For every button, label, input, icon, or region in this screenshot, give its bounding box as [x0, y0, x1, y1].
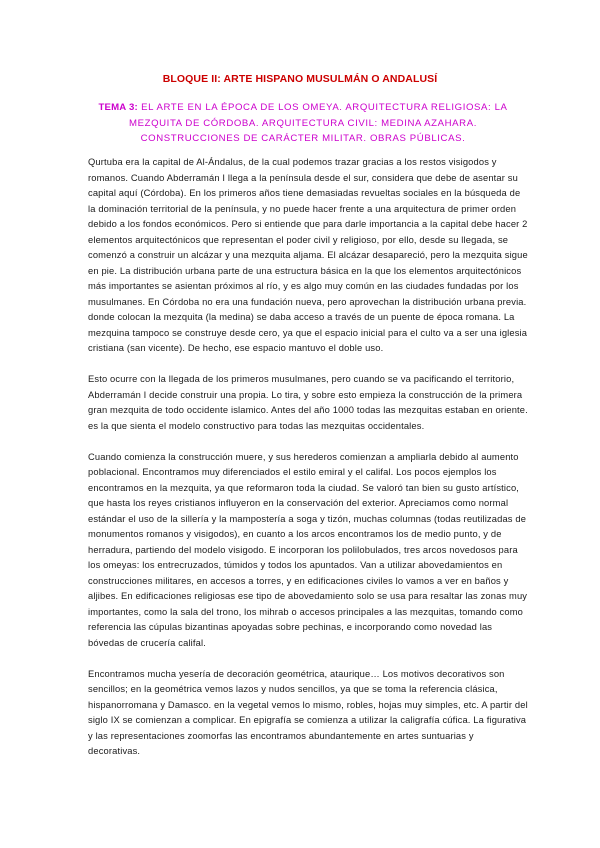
paragraph-3: Cuando comienza la construcción muere, y sus herederos comienzan a ampliarla debido al aumento poblacional. Encontramos muy diferenciados el estilo emiral y el califal. Los pocos ejemplos los encontramos en la mezquita, ya que reformaron toda la ciudad. Se valoró tan bien su gusto artístico, que hasta los reyes cristianos influyeron en la conservación del exterior. Apreciamos como normal estándar el uso de la sillería y la mampostería a soga y tizón, muchas columnas (todas reutilizadas de monumentos romanos y visigodos), en cuanto a los arcos encontramos los de medio punto, y de herradura, partiendo del modelo visigodo. E incorporan los polilobulados, tres arcos novedosos para los omeyas: los entrecruzados, túmidos y todos los apuntados. Van a utilizar abovedamientos en construcciones militares, en accesos a torres, y en edificaciones civiles lo vamos a ver en baños y aljibes. En edificaciones religiosas ese tipo de abovedamiento solo se usa para resaltar las zonas muy importantes, como la sala del trono, los mihrab o accesos principales a las mezquitas, tomando como referencia las cúpulas bizantinas apoyadas sobre pechinas, e incorporando como novedad las bóvedas de crucería califal. — [88, 451, 528, 648]
tema-text: EL ARTE EN LA ÉPOCA DE LOS OMEYA. ARQUITECTURA RELIGIOSA: LA MEZQUITA DE CÓRDOBA. ARQUITECTURA CIVIL: MEDINA AZAHARA. CONSTRUCCIONES DE CARÁCTER MILITAR. OBRAS PÚBLICAS. — [129, 102, 508, 144]
tema-label: TEMA 3: — [98, 102, 138, 113]
paragraph-4: Encontramos mucha yesería de decoración geométrica, ataurique… Los motivos decorativos son sencillos; en la geométrica vemos lazos y nudos sencillos, ya que se toma la referencia clásica, hispanorromana y Damasco. en la vegetal vemos lo mismo, robles, hojas muy simples, etc. A partir del siglo IX se comienzan a complicar. En epigrafía se comienza a utilizar la caligrafía cúfica. La figurativa y las representaciones zoomorfas las encontramos abundantemente en artes suntuarias y decorativas. — [88, 668, 528, 756]
tema-heading — [88, 100, 518, 147]
paragraph-1: Qurtuba era la capital de Al-Ándalus, de la cual podemos trazar gracias a los restos visigodos y romanos. Cuando Abderramán I llega a la península desde el sur, considera que debe de asentar su capital aquí (Córdoba). En los primeros años tiene demasiadas revueltas sociales en la búsqueda de la dominación territorial de la península, y no puede hacer frente a una arquitectura de primer orden debido a los fondos económicos. Pero si entiende que para darle importancia a la capital debe hacer 2 elementos arquitectónicos que representan el poder civil y religioso, por ello, desde su llegada, se comenzó a construir un alcázar y una mezquita aljama. El alcázar desapareció, pero la mezquita sigue en pie. La distribución urbana parte de una estructura básica en la que los elementos arquitectónicos más importantes se asientan próximos al río, y es algo muy común en las ciudades fundadas por los musulmanes. En Córdoba no era una fundación nueva, pero aprovechan la distribución urbana previa. donde colocan la mezquita (la medina) se daba acceso a través de un puente de época romana. La mezquina tampoco se construye desde cero, ya que el espacio inicial para el culto va a ser una iglesia cristiana (san vicente). De hecho, ese espacio mantuvo el doble uso. — [88, 157, 528, 353]
block-title: BLOQUE II: ARTE HISPANO MUSULMÁN O ANDALUSÍ — [162, 73, 438, 85]
body-text — [88, 155, 528, 775]
paragraph-2: Esto ocurre con la llegada de los primeros musulmanes, pero cuando se va pacificando el territorio, Abderramán I decide construir una propia. Lo tira, y sobre esto empieza la construcción de la primera gran mezquita de todo occidente islamico. Antes del año 1000 todas las mezquitas estaban en oriente. es la que sienta el modelo constructivo para todas las mezquitas occidentales. — [88, 374, 528, 431]
